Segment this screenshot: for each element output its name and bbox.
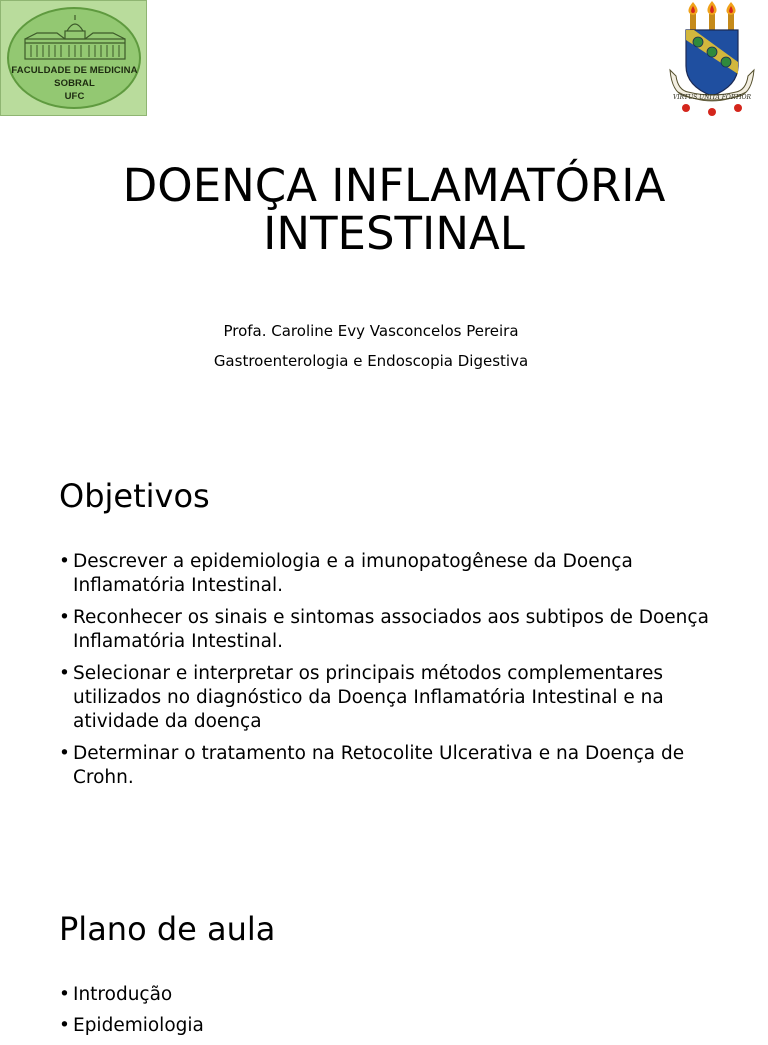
list-item-line: atividade da doença	[73, 711, 262, 732]
presentation-title	[60, 159, 728, 260]
list-item-line: Inflamatória Intestinal.	[73, 575, 283, 596]
list-item	[59, 742, 709, 790]
list-item-line: utilizados no diagnóstico da Doença Inflamatória Intestinal e na	[73, 687, 664, 708]
objectives-list	[59, 550, 709, 798]
title-line-1: DOENÇA INFLAMATÓRIA	[122, 159, 666, 212]
list-item-line: Determinar o tratamento na Retocolite Ulcerativa e na Doença de	[73, 743, 685, 764]
lesson-plan-list	[59, 983, 709, 1045]
objectives-heading: Objetivos	[59, 477, 210, 515]
ufc-crest-icon	[664, 0, 760, 118]
logo-line-sobral: SOBRAL	[54, 78, 95, 89]
faculdade-medicina-logo	[0, 0, 147, 116]
lesson-plan-heading: Plano de aula	[59, 910, 276, 948]
list-item	[59, 550, 709, 598]
list-item	[59, 662, 709, 734]
list-item-line: Inflamatória Intestinal.	[73, 631, 283, 652]
list-item-line: Reconhecer os sinais e sintomas associados aos subtipos de Doença	[73, 607, 709, 628]
svg-text:VIRTUS UNITA FORTIOR: VIRTUS UNITA FORTIOR	[672, 94, 752, 101]
title-line-2: INTESTINAL	[263, 207, 525, 260]
logo-line-faculdade: FACULDADE DE MEDICINA	[11, 65, 138, 76]
building-icon	[17, 13, 133, 63]
author-specialty: Gastroenterologia e Endoscopia Digestiva	[213, 352, 529, 370]
list-item: • Introdução	[59, 983, 709, 1007]
list-item: • Epidemiologia	[59, 1014, 709, 1038]
list-item-line: Descrever a epidemiologia e a imunopatogênese da Doença	[73, 551, 633, 572]
author-name: Profa. Caroline Evy Vasconcelos Pereira	[223, 322, 519, 340]
logo-line-ufc: UFC	[64, 91, 85, 102]
list-item-line: Selecionar e interpretar os principais métodos complementares	[73, 663, 663, 684]
list-item	[59, 606, 709, 654]
list-item-line: Crohn.	[73, 767, 134, 788]
